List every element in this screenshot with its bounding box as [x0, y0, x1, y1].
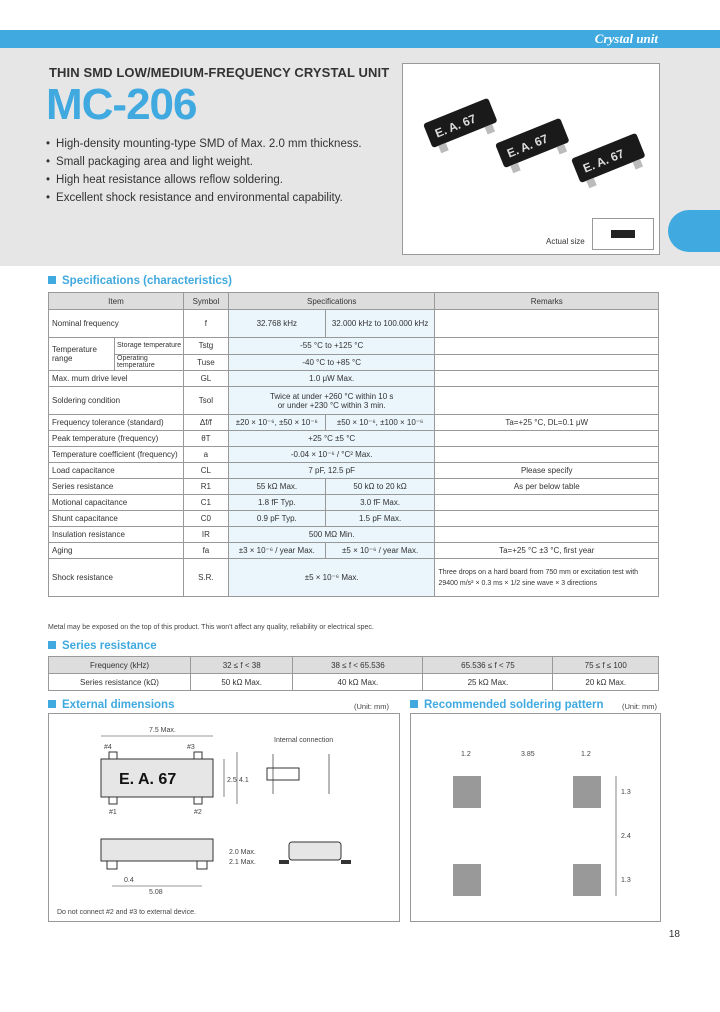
series-cell: 20 kΩ Max. — [553, 674, 659, 691]
feature-item: • High-density mounting-type SMD of Max. 2.0 mm thickness. — [46, 135, 362, 153]
spec-cell: -0.04 × 10⁻⁶ / °C² Max. — [228, 447, 435, 463]
solder-label: 3.85 — [521, 751, 535, 758]
spec-cell: 0.9 pF Typ. — [228, 511, 325, 527]
spec-cell: S.R. — [183, 559, 228, 597]
spec-cell: C0 — [183, 511, 228, 527]
spec-cell: R1 — [183, 479, 228, 495]
spec-cell: ±5 × 10⁻⁶ / year Max. — [325, 543, 435, 559]
feature-item: • Excellent shock resistance and environmental capability. — [46, 189, 362, 207]
spec-cell — [435, 387, 659, 415]
spec-cell: Motional capacitance — [49, 495, 184, 511]
feature-item: • High heat resistance allows reflow soldering. — [46, 171, 362, 189]
spec-cell: 3.0 fF Max. — [325, 495, 435, 511]
solder-section-title: Recommended soldering pattern — [410, 699, 604, 711]
spec-cell: Soldering condition — [49, 387, 184, 415]
spec-cell — [435, 527, 659, 543]
top-band — [0, 30, 720, 48]
dim-label: #2 — [194, 809, 202, 816]
spec-cell: Shunt capacitance — [49, 511, 184, 527]
spec-cell: Peak temperature (frequency) — [49, 431, 184, 447]
spec-cell: Frequency tolerance (standard) — [49, 415, 184, 431]
spec-cell — [435, 495, 659, 511]
dim-label: #1 — [109, 809, 117, 816]
spec-cell: Please specify — [435, 463, 659, 479]
spec-cell — [435, 431, 659, 447]
dim-label: 5.08 — [149, 889, 163, 896]
spec-cell: ±50 × 10⁻⁶, ±100 × 10⁻⁶ — [325, 415, 435, 431]
dim-label: 2.5 — [227, 777, 237, 784]
spec-cell: θT — [183, 431, 228, 447]
spec-cell: Ta=+25 °C, DL=0.1 μW — [435, 415, 659, 431]
spec-cell: 32.768 kHz — [228, 310, 325, 338]
spec-cell — [435, 447, 659, 463]
spec-cell — [49, 338, 184, 371]
spec-cell: -55 °C to +125 °C — [228, 338, 435, 355]
dim-label: 0.4 — [124, 877, 134, 884]
spec-cell-text: Storage temperature — [115, 338, 183, 355]
spec-cell: fa — [183, 543, 228, 559]
spec-cell: As per below table — [435, 479, 659, 495]
solder-unit: (Unit: mm) — [622, 702, 657, 711]
dimension-drawing-svg — [49, 714, 399, 921]
spec-cell: 7 pF, 12.5 pF — [228, 463, 435, 479]
spec-cell: Shock resistance — [49, 559, 184, 597]
spec-cell — [435, 338, 659, 355]
feature-item: • Small packaging area and light weight. — [46, 153, 362, 171]
spec-cell: ±3 × 10⁻⁶ / year Max. — [228, 543, 325, 559]
spec-cell: Δf/f — [183, 415, 228, 431]
series-header: 75 ≤ f ≤ 100 — [553, 657, 659, 674]
solder-label: 1.2 — [581, 751, 591, 758]
spec-cell-text: Temperature range — [49, 338, 115, 370]
spec-section-title: Specifications (characteristics) — [48, 275, 232, 287]
series-section-title: Series resistance — [48, 640, 157, 652]
spec-cell: 50 kΩ to 20 kΩ — [325, 479, 435, 495]
spec-cell: Tstg — [183, 338, 228, 355]
spec-cell: 1.0 μW Max. — [228, 371, 435, 387]
solder-label: 1.3 — [621, 877, 631, 884]
spec-cell: C1 — [183, 495, 228, 511]
spec-cell: Max. mum drive level — [49, 371, 184, 387]
dimensions-drawing — [48, 713, 400, 922]
dim-note: Do not connect #2 and #3 to external device. — [57, 909, 196, 916]
solder-label: 1.2 — [461, 751, 471, 758]
spec-cell-text: or under +230 °C within 3 min. — [277, 400, 386, 410]
series-header: 32 ≤ f < 38 — [191, 657, 293, 674]
dims-unit: (Unit: mm) — [354, 702, 389, 711]
spec-cell: Insulation resistance — [49, 527, 184, 543]
chip-marking: E. A. 67 — [505, 131, 551, 161]
product-subtitle: THIN SMD LOW/MEDIUM-FREQUENCY CRYSTAL UNIT — [49, 65, 390, 80]
side-tab — [668, 210, 720, 252]
spec-cell: Series resistance — [49, 479, 184, 495]
spec-cell — [435, 310, 659, 338]
spec-cell — [435, 371, 659, 387]
spec-header-remarks: Remarks — [435, 293, 659, 310]
spec-cell: ±5 × 10⁻⁶ Max. — [228, 559, 435, 597]
series-cell: 40 kΩ Max. — [293, 674, 423, 691]
spec-header-symbol: Symbol — [183, 293, 228, 310]
dims-section-title: External dimensions — [48, 699, 174, 711]
spec-cell: Temperature coefficient (frequency) — [49, 447, 184, 463]
dim-label: 7.5 Max. — [149, 727, 176, 734]
spec-cell: 500 MΩ Min. — [228, 527, 435, 543]
feature-list — [46, 135, 362, 207]
spec-table — [48, 292, 659, 597]
series-table — [48, 656, 659, 691]
spec-cell: f — [183, 310, 228, 338]
dim-label: #4 — [104, 744, 112, 751]
series-header: Frequency (kHz) — [49, 657, 191, 674]
solder-pattern-drawing — [410, 713, 661, 922]
spec-cell: Tsol — [183, 387, 228, 415]
spec-cell: -40 °C to +85 °C — [228, 354, 435, 371]
spec-header-spec: Specifications — [228, 293, 435, 310]
spec-cell: CL — [183, 463, 228, 479]
series-cell: 25 kΩ Max. — [423, 674, 553, 691]
chip-marking: E. A. 67 — [581, 146, 627, 176]
series-header: 65.536 ≤ f < 75 — [423, 657, 553, 674]
spec-cell: 32.000 kHz to 100.000 kHz — [325, 310, 435, 338]
spec-cell — [435, 354, 659, 371]
chip-marking: E. A. 67 — [433, 111, 479, 141]
spec-cell — [228, 387, 435, 415]
series-cell: Series resistance (kΩ) — [49, 674, 191, 691]
dim-label: 2.1 Max. — [229, 859, 256, 866]
spec-cell: GL — [183, 371, 228, 387]
dim-label: 2.0 Max. — [229, 849, 256, 856]
spec-cell: a — [183, 447, 228, 463]
spec-cell: IR — [183, 527, 228, 543]
spec-cell: ±20 × 10⁻⁶, ±50 × 10⁻⁶ — [228, 415, 325, 431]
spec-cell: 55 kΩ Max. — [228, 479, 325, 495]
solder-pattern-svg — [411, 714, 660, 921]
spec-cell: +25 °C ±5 °C — [228, 431, 435, 447]
dim-label: Internal connection — [274, 737, 334, 744]
spec-cell: Three drops on a hard board from 750 mm or excitation test with 29400 m/s² × 0.3 ms × 1/2 sine wave × 3 directions — [435, 559, 659, 597]
spec-cell: Nominal frequency — [49, 310, 184, 338]
spec-cell: Aging — [49, 543, 184, 559]
spec-cell-text: Twice at under +260 °C within 10 s — [269, 391, 394, 401]
category-label: Crystal unit — [594, 31, 658, 46]
spec-cell — [435, 511, 659, 527]
model-title: MC-206 — [46, 80, 197, 129]
actual-size-box — [592, 218, 654, 250]
dim-label: #3 — [187, 744, 195, 751]
spec-note: Metal may be exposed on the top of this product. This won't affect any quality, reliability or electrical spec. — [48, 624, 374, 631]
spec-cell: Tuse — [183, 354, 228, 371]
solder-label: 2.4 — [621, 833, 631, 840]
series-header: 38 ≤ f < 65.536 — [293, 657, 423, 674]
dim-label: 4.1 — [239, 777, 249, 784]
solder-label: 1.3 — [621, 789, 631, 796]
spec-cell-text: Operating temperature — [117, 355, 155, 370]
page-number: 18 — [668, 929, 680, 940]
spec-header-item: Item — [49, 293, 184, 310]
spec-cell: 1.5 pF Max. — [325, 511, 435, 527]
spec-cell: Load capacitance — [49, 463, 184, 479]
chip-marking-drawing: E. A. 67 — [119, 771, 177, 788]
spec-cell: Ta=+25 °C ±3 °C, first year — [435, 543, 659, 559]
actual-size-label: Actual size — [546, 237, 585, 246]
spec-cell: 1.8 fF Typ. — [228, 495, 325, 511]
series-cell: 50 kΩ Max. — [191, 674, 293, 691]
